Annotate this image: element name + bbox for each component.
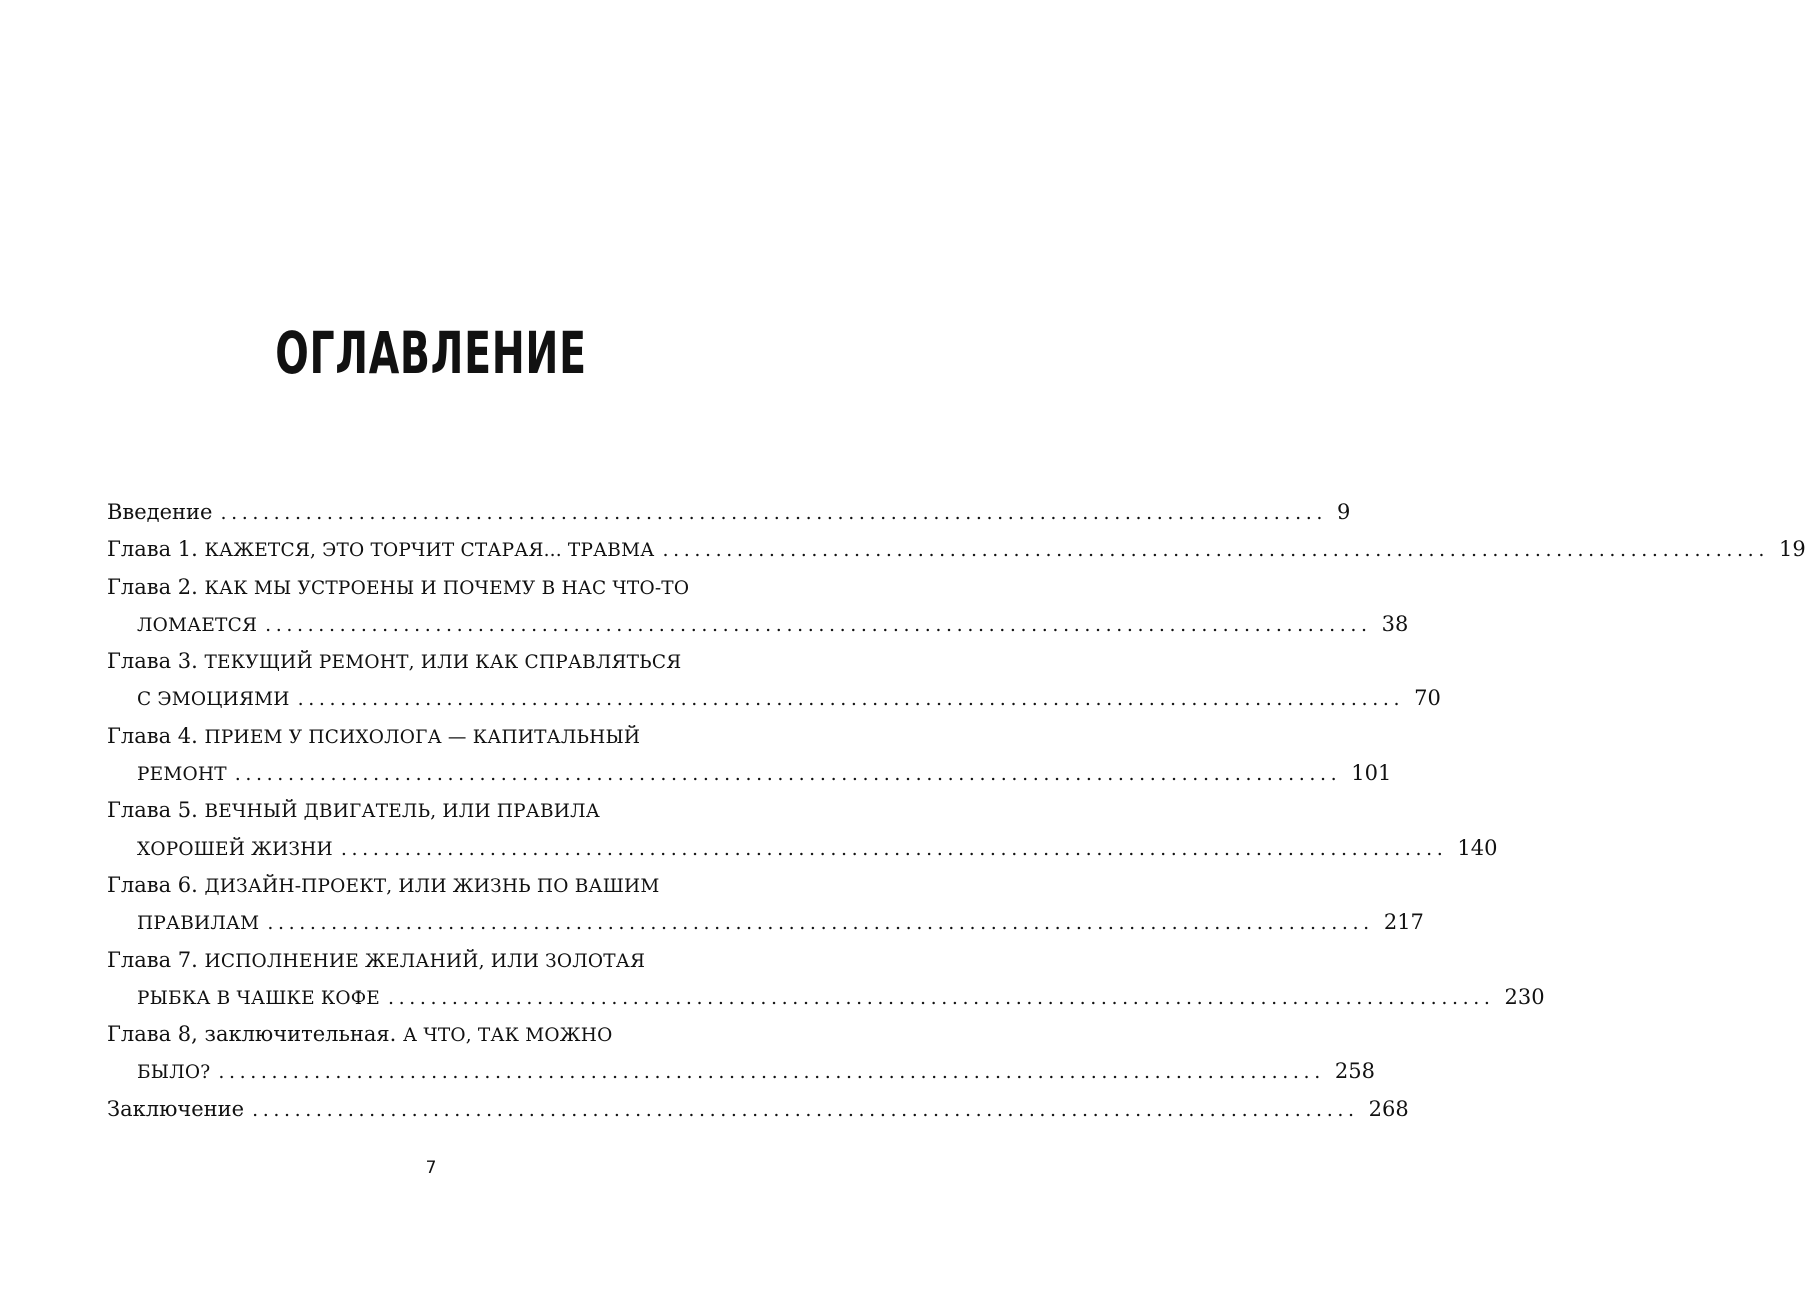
toc-entry-chapter-7-cont[interactable] xyxy=(107,979,1545,1016)
toc-entry-title-cont: ПРАВИЛАМ xyxy=(137,913,260,935)
toc-entry-chapter-7[interactable] xyxy=(107,942,755,979)
toc-chapter-label: Глава 3. xyxy=(107,649,198,674)
toc-entry-title: ДИЗАЙН-ПРОЕКТ, ИЛИ ЖИЗНЬ ПО ВАШИМ xyxy=(204,875,660,897)
toc-entry-title: ПРИЕМ У ПСИХОЛОГА — КАПИТАЛЬНЫЙ xyxy=(204,726,641,748)
dot-leader: ........................................................................................................ xyxy=(218,1061,1325,1084)
toc-entry-title: КАЖЕТСЯ, ЭТО ТОРЧИТ СТАРАЯ... ТРАВМА xyxy=(204,540,655,562)
table-of-contents xyxy=(107,494,1806,1128)
toc-entry-title-cont: С ЭМОЦИЯМИ xyxy=(137,689,290,711)
toc-page-number: 258 xyxy=(1334,1059,1375,1084)
toc-entry-title: Введение xyxy=(107,500,213,524)
toc-entry-title-cont: ЛОМАЕТСЯ xyxy=(137,614,258,636)
toc-entry-chapter-2-cont[interactable] xyxy=(107,606,1409,643)
toc-entry-title: КАК МЫ УСТРОЕНЫ И ПОЧЕМУ В НАС ЧТО-ТО xyxy=(204,577,690,599)
toc-chapter-label: Глава 2. xyxy=(107,574,198,599)
toc-chapter-label: Глава 6. xyxy=(107,872,198,897)
toc-entry-chapter-2[interactable] xyxy=(107,569,755,606)
toc-entry-title: Заключение xyxy=(107,1096,245,1121)
toc-entry-title-cont: БЫЛО? xyxy=(137,1062,211,1084)
toc-entry-chapter-6-cont[interactable] xyxy=(107,904,1424,941)
toc-entry-chapter-1[interactable] xyxy=(107,531,1806,568)
toc-entry-chapter-3-cont[interactable] xyxy=(107,680,1441,717)
toc-entry-chapter-3[interactable] xyxy=(107,643,755,680)
toc-entry-title: ТЕКУЩИЙ РЕМОНТ, ИЛИ КАК СПРАВЛЯТЬСЯ xyxy=(204,652,682,674)
toc-page-number: 38 xyxy=(1381,611,1409,636)
dot-leader: ........................................................................................................ xyxy=(265,613,1372,636)
toc-page-number: 101 xyxy=(1351,761,1392,786)
toc-entry-chapter-6[interactable] xyxy=(107,867,755,904)
toc-page-number: 140 xyxy=(1457,835,1498,860)
toc-chapter-label: Глава 7. xyxy=(107,947,198,972)
toc-entry-title-cont: РЫБКА В ЧАШКЕ КОФЕ xyxy=(137,987,380,1009)
toc-page-number: 230 xyxy=(1504,984,1545,1009)
dot-leader: ........................................................................................................ xyxy=(220,502,1327,524)
dot-leader: ........................................................................................................ xyxy=(297,688,1405,711)
toc-page-number: 9 xyxy=(1336,500,1351,524)
toc-page-number: 217 xyxy=(1383,910,1424,935)
dot-leader: ........................................................................................................ xyxy=(234,763,1342,786)
toc-entry-title: ВЕЧНЫЙ ДВИГАТЕЛЬ, ИЛИ ПРАВИЛА xyxy=(204,801,600,823)
toc-entry-title: ИСПОЛНЕНИЕ ЖЕЛАНИЙ, ИЛИ ЗОЛОТАЯ xyxy=(204,950,646,972)
toc-chapter-label: Глава 4. xyxy=(107,723,198,748)
toc-entry-title: А ЧТО, ТАК МОЖНО xyxy=(403,1025,613,1047)
toc-entry-introduction[interactable] xyxy=(107,494,1351,531)
toc-chapter-label: Глава 8, заключительная. xyxy=(107,1022,397,1047)
page-number: 7 xyxy=(425,1158,437,1178)
toc-entry-conclusion[interactable] xyxy=(107,1091,1409,1128)
toc-page-number: 70 xyxy=(1414,686,1441,711)
toc-entry-title-cont: РЕМОНТ xyxy=(137,764,227,786)
dot-leader: ........................................................................................................ xyxy=(662,539,1769,562)
toc-entry-chapter-4[interactable] xyxy=(107,718,755,755)
dot-leader: ........................................................................................................ xyxy=(340,837,1448,860)
toc-entry-chapter-8[interactable] xyxy=(107,1016,755,1053)
toc-entry-chapter-5[interactable] xyxy=(107,792,755,829)
toc-chapter-label: Глава 1. xyxy=(107,537,198,562)
toc-page-number: 19 xyxy=(1778,537,1806,562)
dot-leader: ........................................................................................................ xyxy=(252,1098,1359,1121)
toc-entry-chapter-5-cont[interactable] xyxy=(107,830,1498,867)
dot-leader: ........................................................................................................ xyxy=(388,986,1495,1009)
toc-entry-title-cont: ХОРОШЕЙ ЖИЗНИ xyxy=(137,838,333,860)
toc-entry-chapter-4-cont[interactable] xyxy=(107,755,1392,792)
toc-chapter-label: Глава 5. xyxy=(107,798,198,823)
toc-page-number: 268 xyxy=(1368,1096,1409,1121)
dot-leader: ........................................................................................................ xyxy=(267,912,1374,935)
toc-entry-chapter-8-cont[interactable] xyxy=(107,1053,1375,1090)
page-title: ОГЛАВЛЕНИЕ xyxy=(275,319,587,387)
